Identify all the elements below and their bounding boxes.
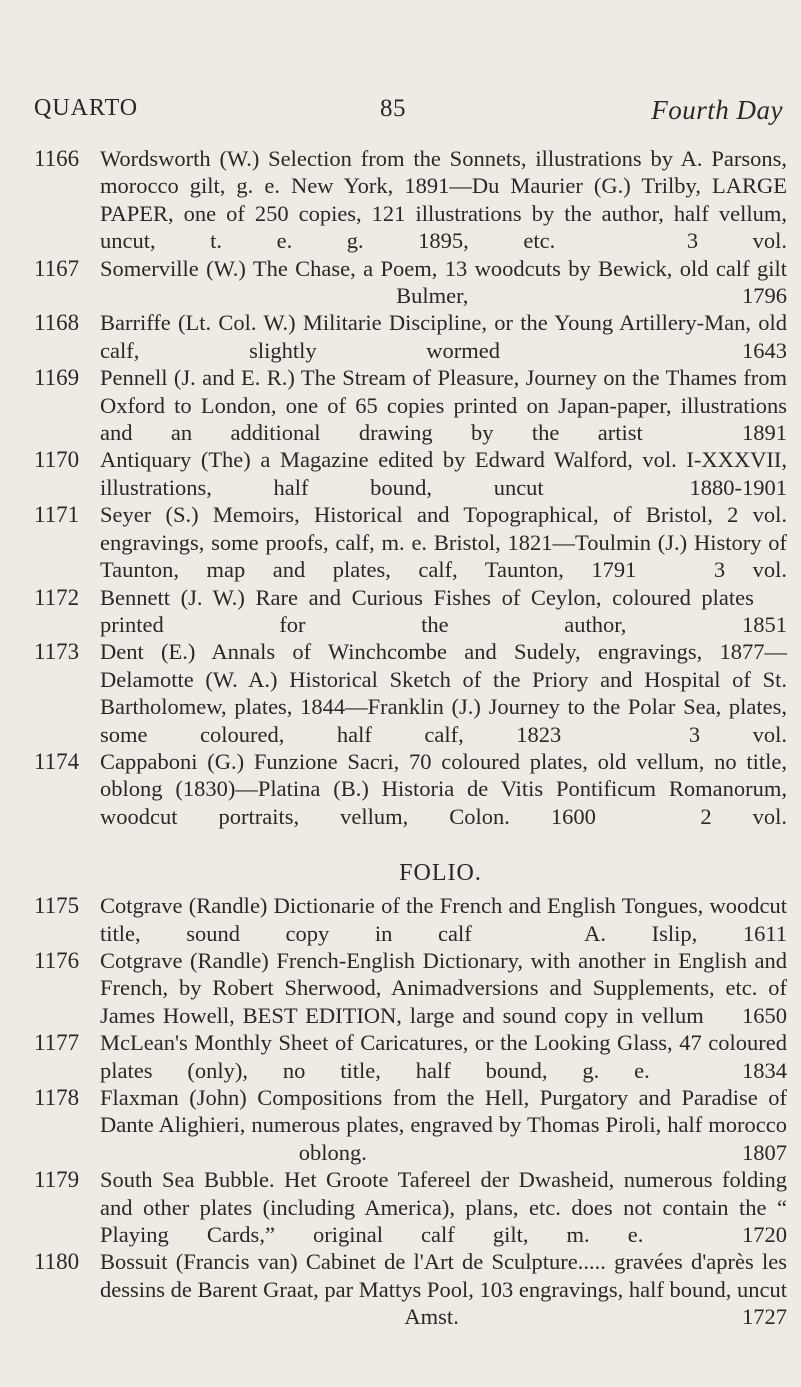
lot-number: 1171 — [34, 502, 80, 528]
lot-number: 1166 — [34, 146, 80, 171]
lot-description: Bennett (J. W.) Rare and Curious Fishes of Ceylon, coloured plates printed for the author, 1851 — [100, 584, 787, 637]
lot-number: 1180 — [34, 1249, 80, 1275]
lot-description: Wordsworth (W.) Selection from the Sonnets, illustrations by A. Parsons, morocco gilt, g. e. New York, 1891—Du Maurier (G.) Trilby, LARGE PAPER, one of 250 copies, 121 illustrations by the author, half vellum, uncut, t. e. g. 1895, etc. 3 vol. — [100, 146, 787, 254]
lot-description: Flaxman (John) Compositions from the Hell, Purgatory and Paradise of Dante Alighieri, numerous plates, engraved by Thomas Piroli, half morocco oblong. 1807 — [100, 1085, 787, 1165]
lot-description: Antiquary (The) a Magazine edited by Edward Walford, vol. I-XXXVII, illustrations, half bound, uncut 1880-1901 — [100, 447, 787, 500]
lot-number: 1169 — [34, 365, 80, 391]
lot-entry — [34, 892, 787, 947]
lot-entry — [34, 255, 787, 310]
running-head-left: QUARTO — [34, 95, 139, 121]
lot-description: Barriffe (Lt. Col. W.) Militarie Discipline, or the Young Artillery-Man, old calf, slightly wormed 1643 — [100, 310, 787, 363]
lot-entry — [34, 748, 787, 830]
lot-entry — [34, 501, 787, 583]
section-heading: FOLIO. — [399, 860, 482, 887]
lot-description: Cotgrave (Randle) Dictionarie of the French and English Tongues, woodcut title, sound copy in calf A. Islip, 1611 — [100, 893, 787, 946]
lot-entry — [34, 309, 787, 364]
lot-description: Bossuit (Francis van) Cabinet de l'Art de Sculpture..... gravées d'après les dessins de Barent Graat, par Mattys Pool, 103 engravings, half bound, uncut Amst. 1727 — [100, 1249, 787, 1330]
page-number: 85 — [380, 95, 406, 122]
lot-entry — [34, 364, 787, 446]
catalogue-list — [34, 145, 787, 1331]
lot-description: McLean's Monthly Sheet of Caricatures, or the Looking Glass, 47 coloured plates (only), no title, half bound, g. e. 1834 — [100, 1030, 787, 1083]
lot-entry — [34, 584, 787, 639]
lot-number: 1179 — [34, 1167, 80, 1193]
lot-description: Pennell (J. and E. R.) The Stream of Pleasure, Journey on the Thames from Oxford to London, one of 65 copies printed on Japan-paper, illustrations and an additional drawing by the artist 1891 — [100, 365, 787, 446]
lot-description: Somerville (W.) The Chase, a Poem, 13 woodcuts by Bewick, old calf gilt Bulmer, 1796 — [100, 255, 787, 309]
lot-entry — [34, 1084, 787, 1166]
lot-number: 1174 — [34, 748, 80, 774]
lot-number: 1173 — [34, 639, 80, 665]
lot-number: 1167 — [34, 255, 80, 281]
lot-description: Cappaboni (G.) Funzione Sacri, 70 coloured plates, old vellum, no title, oblong (1830)—Platina (B.) Historia de Vitis Pontificum Romanorum, woodcut portraits, vellum, Colon. 1600 2 vol. — [100, 748, 787, 829]
lot-entry — [34, 1166, 787, 1248]
lot-number: 1175 — [34, 893, 80, 919]
lot-number: 1177 — [34, 1030, 80, 1056]
lot-entry — [34, 947, 787, 1029]
lot-number: 1168 — [34, 310, 80, 336]
lot-entry — [34, 1248, 787, 1330]
running-head — [0, 95, 801, 125]
lot-description: Cotgrave (Randle) French-English Dictionary, with another in English and French, by Robert Sherwood, Animadversions and Supplements, etc. of James Howell, BEST EDITION, large and sound copy in vellum 1650 — [100, 947, 787, 1028]
lot-entry — [34, 638, 787, 748]
lot-number: 1178 — [34, 1085, 80, 1110]
lot-entry — [34, 446, 787, 501]
lot-number: 1170 — [34, 447, 80, 473]
lot-entry — [34, 1029, 787, 1084]
running-head-right: Fourth Day — [651, 95, 783, 125]
lot-entry — [34, 145, 787, 255]
lot-description: South Sea Bubble. Het Groote Tafereel der Dwasheid, numerous folding and other plates (including America), plans, etc. does not contain the “ Playing Cards,” original calf gilt, m. e. 1720 — [100, 1167, 787, 1248]
lot-description: Seyer (S.) Memoirs, Historical and Topographical, of Bristol, 2 vol. engravings, some proofs, calf, m. e. Bristol, 1821—Toulmin (J.) History of Taunton, map and plates, calf, Taunton, 1791 3 vol. — [100, 502, 787, 583]
lot-number: 1176 — [34, 947, 80, 973]
lot-description: Dent (E.) Annals of Winchcombe and Sudely, engravings, 1877—Delamotte (W. A.) Historical Sketch of the Priory and Hospital of St. Bartholomew, plates, 1844—Franklin (J.) Journey to the Polar Sea, plates, some coloured, half calf, 1823 3 vol. — [100, 639, 787, 747]
lot-number: 1172 — [34, 584, 80, 610]
